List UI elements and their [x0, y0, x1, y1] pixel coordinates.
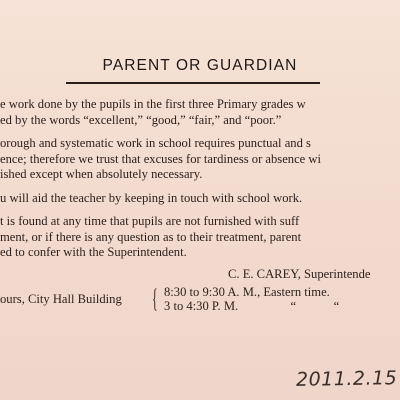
office-hours-times — [164, 285, 339, 313]
text-line: ed to confer with the Superintendent. — [0, 245, 187, 259]
text-line: ed by the words “excellent,” “good,” “fair,” and “poor.” — [0, 112, 282, 127]
text-line: ished except when absolutely necessary. — [0, 167, 203, 181]
ditto-mark: “ — [290, 299, 297, 313]
paragraph-teacher — [0, 191, 400, 207]
text-line: e work done by the pupils in the first three Primary grades w — [0, 97, 306, 111]
ditto-mark: “ — [333, 299, 340, 313]
accession-number: 2011.2.15 — [295, 367, 398, 391]
body-text — [0, 97, 400, 261]
heading-underline — [66, 82, 320, 84]
text-line: ment, or if there is any question as to their treatment, parent — [0, 229, 302, 244]
afternoon-hours-row — [164, 299, 339, 313]
brace-icon: { — [152, 284, 158, 313]
paragraph-attendance — [0, 136, 400, 183]
text-line: u will aid the teacher by keeping in touch with school work. — [0, 190, 303, 205]
text-line: ence; therefore we trust that excuses for tardiness or absence wi — [0, 151, 322, 166]
text-line: t is found at any time that pupils are not furnished with suff — [0, 214, 300, 228]
office-hours-label: ours, City Hall Building — [0, 292, 122, 306]
afternoon-hours: 3 to 4:30 P. M. — [164, 299, 239, 313]
morning-hours: 8:30 to 9:30 A. M., Eastern time. — [164, 285, 330, 299]
paragraph-supplies — [0, 214, 400, 261]
superintendent-signature: C. E. CAREY, Superintende — [228, 267, 371, 281]
paragraph-grades — [0, 97, 400, 128]
document-heading: PARENT OR GUARDIAN — [102, 57, 298, 74]
text-line: orough and systematic work in school requires punctual and s — [0, 136, 311, 150]
